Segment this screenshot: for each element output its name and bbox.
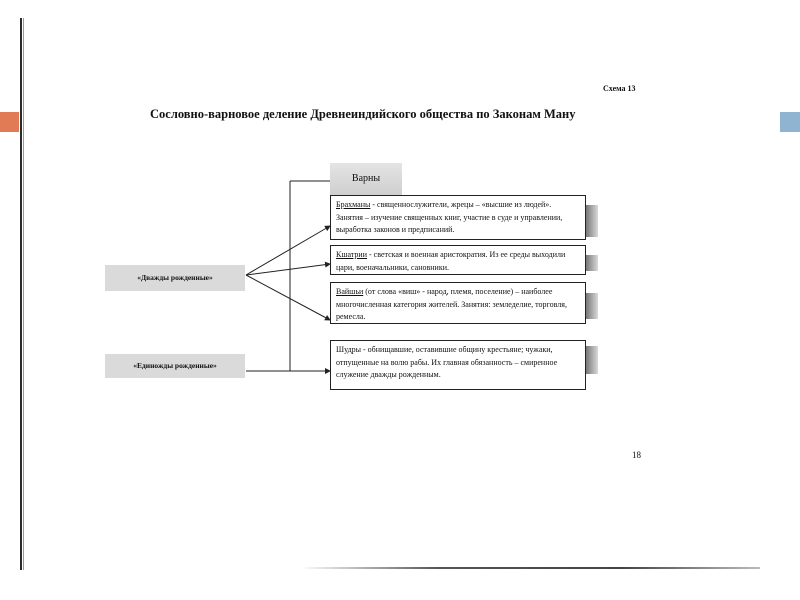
twice-born-label: «Дважды рожденные» <box>105 265 245 291</box>
varna-name-shudras: Шудры <box>336 345 362 354</box>
varna-text-kshatriyas: - светская и военная аристократия. Из ее среды выходили цари, военачальники, сановники. <box>336 250 566 272</box>
shudras-box-shadow <box>586 346 598 374</box>
varna-name-kshatriyas: Кшатрии <box>336 250 367 259</box>
once-born-label: «Единожды рожденные» <box>105 354 245 378</box>
diagram-title: Сословно-варновое деление Древнеиндийского общества по Законам Ману <box>150 107 576 121</box>
arrow-to-kshatriyas <box>246 264 330 275</box>
varna-name-vaishyas: Вайшьи <box>336 287 364 296</box>
varna-box-kshatriyas <box>330 245 586 275</box>
varna-text-shudras: - обнищавшие, оставившие общину крестьяне; чужаки, отпущенные на волю рабы. Их главная обязанность – смиренное служение дважды рожденным. <box>336 345 558 379</box>
varna-box-shudras <box>330 340 586 390</box>
varna-text-brahmans: - священнослужители, жрецы – «высшие из людей». Занятия – изучение священных книг, участие в суде и управлении, выработка законов и предписаний. <box>336 200 563 234</box>
arrow-to-vaishyas <box>246 275 330 320</box>
page-number: 18 <box>632 450 641 460</box>
varna-name-brahmans: Брахманы <box>336 200 371 209</box>
vaishyas-box-shadow <box>586 293 598 319</box>
varna-box-vaishyas <box>330 282 586 324</box>
kshatriyas-box-shadow <box>586 255 598 271</box>
varny-header: Варны <box>351 173 381 184</box>
brahmans-box-shadow <box>586 205 598 237</box>
scheme-label: Схема 13 <box>603 84 636 93</box>
varna-box-brahmans <box>330 195 586 240</box>
varna-text-vaishyas: (от слова «виш» - народ, племя, поселение) – наиболее многочисленная категория жителей. Занятия: земледелие, торговля, ремесла. <box>336 287 567 321</box>
arrow-to-brahmans <box>246 226 330 275</box>
